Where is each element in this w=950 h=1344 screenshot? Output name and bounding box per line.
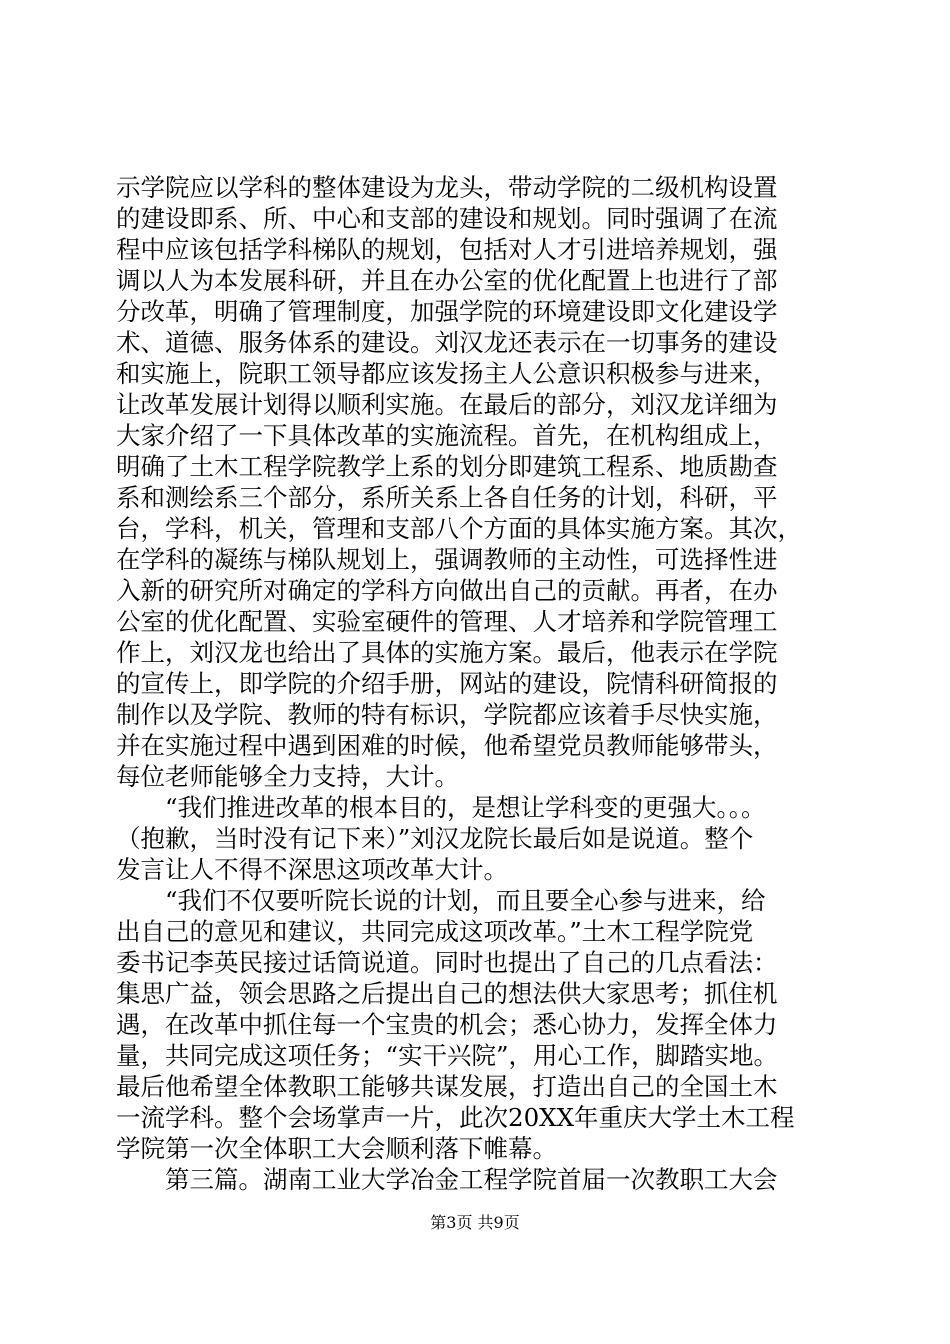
text-line: （抱歉，当时没有记下来）”刘汉龙院长最后如是说道。整个 bbox=[116, 824, 754, 853]
text-line: “我们推进改革的根本目的，是想让学科变的更强大。。。 bbox=[116, 793, 766, 822]
text-line: “我们不仅要听院长说的计划，而且要全心参与进来，给 bbox=[116, 886, 766, 915]
text-line: 委书记李英民接过话筒说道。同时也提出了自己的几点看法： bbox=[116, 948, 778, 977]
text-line: 遇，在改革中抓住每一个宝贵的机会；悉心协力，发挥全体力 bbox=[116, 1010, 778, 1039]
body-text bbox=[116, 172, 841, 1195]
text-line: 台，学科，机关，管理和支部八个方面的具体实施方案。其次， bbox=[116, 514, 802, 543]
text-line: 并在实施过程中遇到困难的时候，他希望党员教师能够带头， bbox=[116, 731, 778, 760]
text-line: 术、道德、服务体系的建设。刘汉龙还表示在一切事务的建设 bbox=[116, 328, 778, 357]
text-line: 的宣传上，即学院的介绍手册，网站的建设，院情科研简报的 bbox=[116, 669, 778, 698]
text-line: 明确了土木工程学院教学上系的划分即建筑工程系、地质勘查 bbox=[116, 452, 778, 481]
text-line: 发言让人不得不深思这项改革大计。 bbox=[116, 855, 508, 884]
text-line: 系和测绘系三个部分，系所关系上各自任务的计划，科研，平 bbox=[116, 483, 778, 512]
text-line: 大家介绍了一下具体改革的实施流程。首先，在机构组成上， bbox=[116, 421, 778, 450]
text-line: 作上，刘汉龙也给出了具体的实施方案。最后，他表示在学院 bbox=[116, 638, 778, 667]
text-line: 出自己的意见和建议，共同完成这项改革。”土木工程学院党 bbox=[116, 917, 754, 946]
text-line: 分改革，明确了管理制度，加强学院的环境建设即文化建设学 bbox=[116, 297, 778, 326]
text-line: 在学科的凝练与梯队规划上，强调教师的主动性，可选择性进 bbox=[116, 545, 778, 574]
text-line: 量，共同完成这项任务；“实干兴院”，用心工作，脚踏实地。 bbox=[116, 1041, 779, 1070]
text-line: 制作以及学院、教师的特有标识，学院都应该着手尽快实施， bbox=[116, 700, 778, 729]
text-line: 一流学科。整个会场掌声一片，此次20XX年重庆大学土木工程 bbox=[116, 1103, 795, 1132]
text-line: 公室的优化配置、实验室硬件的管理、人才培养和学院管理工 bbox=[116, 607, 778, 636]
text-line: 学院第一次全体职工大会顺利落下帷幕。 bbox=[116, 1134, 557, 1163]
text-line: 示学院应以学科的整体建设为龙头，带动学院的二级机构设置 bbox=[116, 173, 778, 202]
page-footer: 第3页 共9页 bbox=[430, 1213, 520, 1232]
text-line: 第三篇。湖南工业大学冶金工程学院首届一次教职工大会 bbox=[116, 1165, 778, 1194]
text-line: 集思广益，领会思路之后提出自己的想法供大家思考；抓住机 bbox=[116, 979, 778, 1008]
text-line: 的建设即系、所、中心和支部的建设和规划。同时强调了在流 bbox=[116, 204, 778, 233]
text-line: 让改革发展计划得以顺利实施。在最后的部分，刘汉龙详细为 bbox=[116, 390, 778, 419]
text-line: 最后他希望全体教职工能够共谋发展，打造出自己的全国土木 bbox=[116, 1072, 778, 1101]
text-line: 每位老师能够全力支持，大计。 bbox=[116, 762, 459, 791]
text-line: 入新的研究所对确定的学科方向做出自己的贡献。再者，在办 bbox=[116, 576, 778, 605]
text-line: 程中应该包括学科梯队的规划，包括对人才引进培养规划，强 bbox=[116, 235, 778, 264]
text-line: 和实施上，院职工领导都应该发扬主人公意识积极参与进来， bbox=[116, 359, 778, 388]
text-line: 调以人为本发展科研，并且在办公室的优化配置上也进行了部 bbox=[116, 266, 778, 295]
